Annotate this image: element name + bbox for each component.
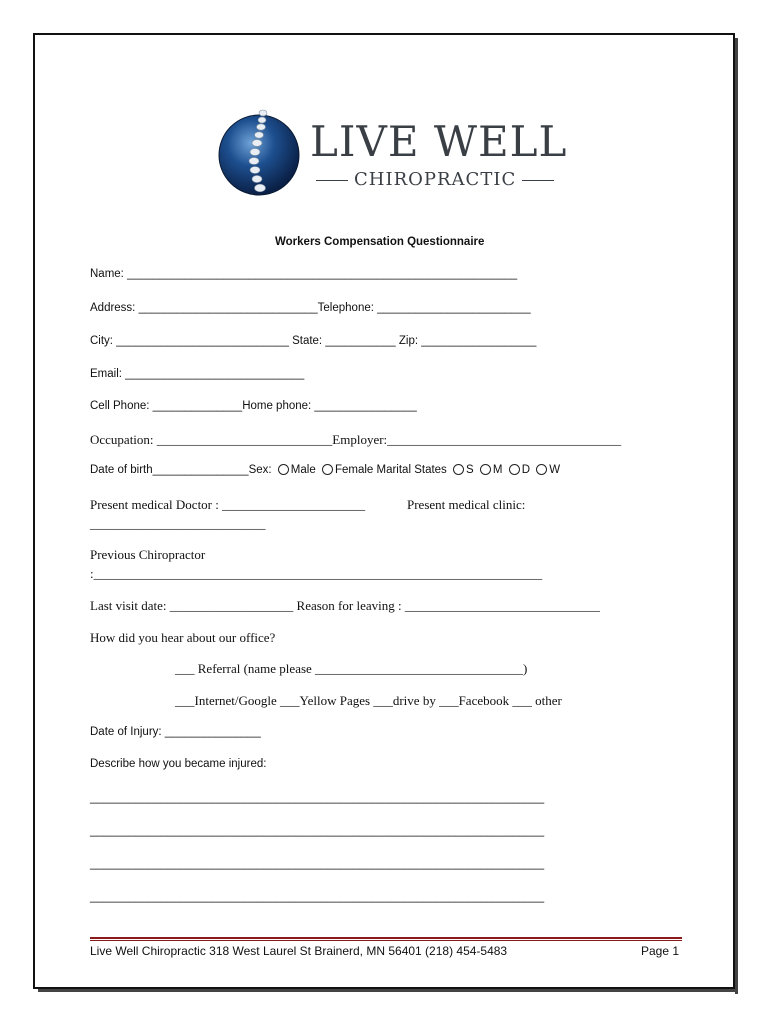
name-field[interactable]: Name: _____________________________________________________________ bbox=[90, 268, 518, 280]
describe-line-2[interactable]: _______________________________________________________________________ bbox=[90, 825, 545, 837]
marital-w-label: W bbox=[549, 464, 561, 476]
page-shadow-right bbox=[735, 38, 738, 994]
marital-d-label: D bbox=[521, 464, 530, 476]
footer-page-number: Page 1 bbox=[641, 944, 680, 958]
city-state-zip-field[interactable]: City: ___________________________ State: ___________ Zip: __________________ bbox=[90, 335, 537, 347]
occupation-employer-field[interactable]: Occupation: ___________________________Employer:____________________________________ bbox=[90, 432, 622, 447]
marital-label: Marital States bbox=[376, 464, 447, 476]
marital-d-radio[interactable] bbox=[509, 464, 520, 475]
footer-address: Live Well Chiropractic 318 West Laurel St Brainerd, MN 56401 (218) 454-5483 bbox=[90, 944, 508, 958]
logo-subtitle-text: CHIROPRACTIC bbox=[354, 169, 517, 190]
sex-female-label: Female bbox=[334, 464, 374, 476]
source-options[interactable]: ___Internet/Google ___Yellow Pages ___drive by ___Facebook ___ other bbox=[175, 693, 562, 708]
logo-rule-left bbox=[316, 180, 348, 181]
address-telephone-field[interactable]: Address: ____________________________Telephone: ________________________ bbox=[90, 302, 531, 314]
email-field[interactable]: Email: ____________________________ bbox=[90, 368, 305, 380]
describe-line-1[interactable]: _______________________________________________________________________ bbox=[90, 792, 545, 804]
medical-clinic-field[interactable]: ___________________________ bbox=[90, 516, 266, 531]
describe-line-3[interactable]: _______________________________________________________________________ bbox=[90, 858, 545, 870]
phone-fields[interactable]: Cell Phone: ______________Home phone: ________________ bbox=[90, 400, 417, 412]
previous-chiropractor-field[interactable]: :_____________________________________________________________________ bbox=[90, 566, 543, 581]
medical-doctor-field[interactable]: Present medical Doctor : ______________________ bbox=[90, 497, 366, 512]
hear-about-question: How did you hear about our office? bbox=[90, 630, 276, 645]
clinic-logo bbox=[215, 105, 575, 200]
sex-female-radio[interactable] bbox=[322, 464, 333, 475]
footer-rule bbox=[90, 937, 682, 939]
marital-m-radio[interactable] bbox=[480, 464, 491, 475]
logo-rule-right bbox=[522, 180, 554, 181]
spine-globe-icon bbox=[215, 105, 305, 200]
page-shadow-bottom bbox=[38, 989, 738, 992]
dob-sex-marital-row bbox=[90, 464, 560, 476]
footer-rule-thin bbox=[90, 940, 682, 941]
referral-option[interactable]: ___ Referral (name please ________________________________) bbox=[175, 661, 528, 676]
marital-s-radio[interactable] bbox=[453, 464, 464, 475]
logo-subtitle bbox=[310, 169, 560, 190]
injury-date-field[interactable]: Date of Injury: _______________ bbox=[90, 726, 261, 738]
form-title: Workers Compensation Questionnaire bbox=[275, 236, 485, 248]
sex-male-label: Male bbox=[290, 464, 316, 476]
marital-w-radio[interactable] bbox=[536, 464, 547, 475]
medical-clinic-label: Present medical clinic: bbox=[407, 497, 526, 512]
marital-s-label: S bbox=[466, 464, 474, 476]
logo-wordmark: LIVE WELL bbox=[310, 117, 568, 166]
dob-field[interactable]: Date of birth_______________Sex: bbox=[90, 464, 272, 476]
last-visit-reason-field[interactable]: Last visit date: ___________________ Reason for leaving : ______________________________ bbox=[90, 598, 600, 613]
previous-chiropractor-label: Previous Chiropractor bbox=[90, 547, 206, 562]
describe-injury-label: Describe how you became injured: bbox=[90, 758, 267, 770]
describe-line-4[interactable]: _______________________________________________________________________ bbox=[90, 891, 545, 903]
sex-male-radio[interactable] bbox=[278, 464, 289, 475]
marital-m-label: M bbox=[492, 464, 503, 476]
